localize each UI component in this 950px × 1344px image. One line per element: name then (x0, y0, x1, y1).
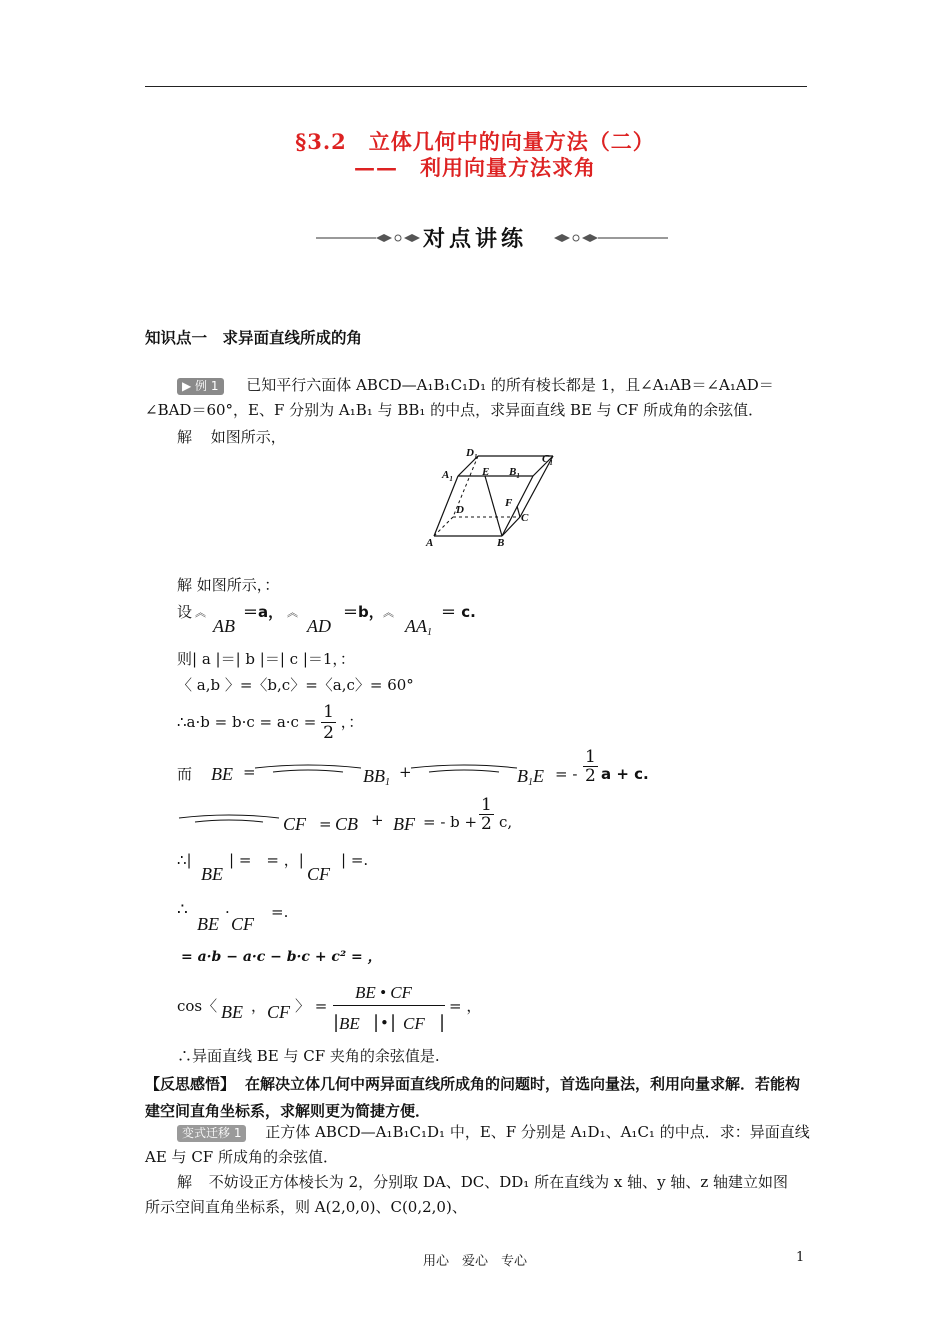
label-f: F (505, 497, 513, 509)
example-badge: ▶ 例 1 (177, 378, 224, 395)
knowledge-point-heading: 知识点一 求异面直线所成的角 (145, 328, 363, 347)
variant-line2: AE 与 CF 所成角的余弦值． (145, 1148, 338, 1166)
page-number: 1 (796, 1250, 805, 1265)
derivation-line6: 而 BE = $BB_1$ + $B_1E$ = - $\frac{1}{2}$ a + c. (177, 747, 649, 788)
footer-motto: 用心 爱心 专心 (422, 1254, 527, 1269)
solution-intro: 解 如图所示， (177, 428, 286, 446)
example-line2: ∠BAD＝60°，E、F 分别为 A₁B₁ 与 BB₁ 的中点，求异面直线 BE 与 CF 所成角的余弦值． (145, 401, 764, 419)
label-c: C (521, 512, 529, 524)
derivation-line1: 解 如图所示，： (177, 576, 280, 594)
label-a: A (426, 537, 434, 549)
variant-solution-line2: 所示空间直角坐标系，则 A(2,0,0)、C(0,2,0)、 (145, 1198, 467, 1216)
example-problem (177, 373, 817, 398)
parallelepiped-figure (420, 446, 560, 552)
conclusion: ∴异面直线 BE 与 CF 夹角的余弦值是. (177, 1047, 440, 1065)
section-title: 对点讲练 (422, 226, 527, 252)
variant-badge: 变式迁移 1 (177, 1125, 246, 1142)
derivation-line10: = a·b − a·c − b·c + c² = ， (181, 949, 382, 965)
derivation-line5: ∴a·b = b·c = a·c = $\frac{1}{2}$ ，： (177, 702, 364, 743)
label-b: B (497, 537, 505, 549)
derivation-line2: 设 ︽ AB ＝a， ︽ AD ＝b， ︽ $AA_1$ ＝ c. (177, 603, 476, 638)
label-c1: $C_1$ (542, 453, 553, 467)
variant-solution-line1: 解 不妨设正方体棱长为 2，分别取 DA、DC、DD₁ 所在直线为 x 轴、y 轴、z 轴建立如图 (177, 1173, 788, 1191)
top-rule (145, 86, 807, 87)
label-a1: $A_1$ (442, 469, 453, 483)
label-d1: $D_1$ (466, 447, 478, 461)
variant-problem: 变式迁移 1 正方体 ABCD—A₁B₁C₁D₁ 中，E、F 分别是 A₁D₁、A₁C₁ 的中点．求：异面直线 (177, 1120, 817, 1145)
label-d: D (456, 504, 464, 516)
label-e: E (482, 466, 490, 478)
derivation-line8: ∴| BE | = = ，| CF | =. (177, 851, 369, 884)
example-line1: 已知平行六面体 ABCD—A₁B₁C₁D₁ 的所有棱长都是 1，且∠A₁AB＝∠A₁AD＝ (246, 376, 774, 394)
derivation-line3: 则| a |＝| b |＝| c |＝1，： (177, 650, 355, 668)
page-title: §3.2 立体几何中的向量方法（二） (295, 129, 655, 154)
derivation-line9: ∴ BE · CF =. (177, 900, 289, 934)
derivation-line7: CF = CB + BF = - b + $\frac{1}{2}$ c, (177, 802, 697, 848)
label-b1: $B_1$ (509, 466, 520, 480)
derivation-line11: cos〈 BE ， CF 〉 = BE • CF | BE | • | CF | = ， (177, 983, 482, 1033)
section-ornament-right (552, 237, 668, 239)
reflection-note: 【反思感悟】 在解决立体几何中两异面直线所成角的问题时，首选向量法，利用向量求解．若能构建空间直角坐标系，求解则更为简捷方便． (145, 1075, 801, 1120)
page-subtitle: —— 利用向量方法求角 (354, 155, 596, 180)
ornament-right-icon (552, 232, 668, 244)
derivation-line4: 〈 a,b 〉=〈b,c〉=〈a,c〉= 60° (177, 676, 414, 694)
